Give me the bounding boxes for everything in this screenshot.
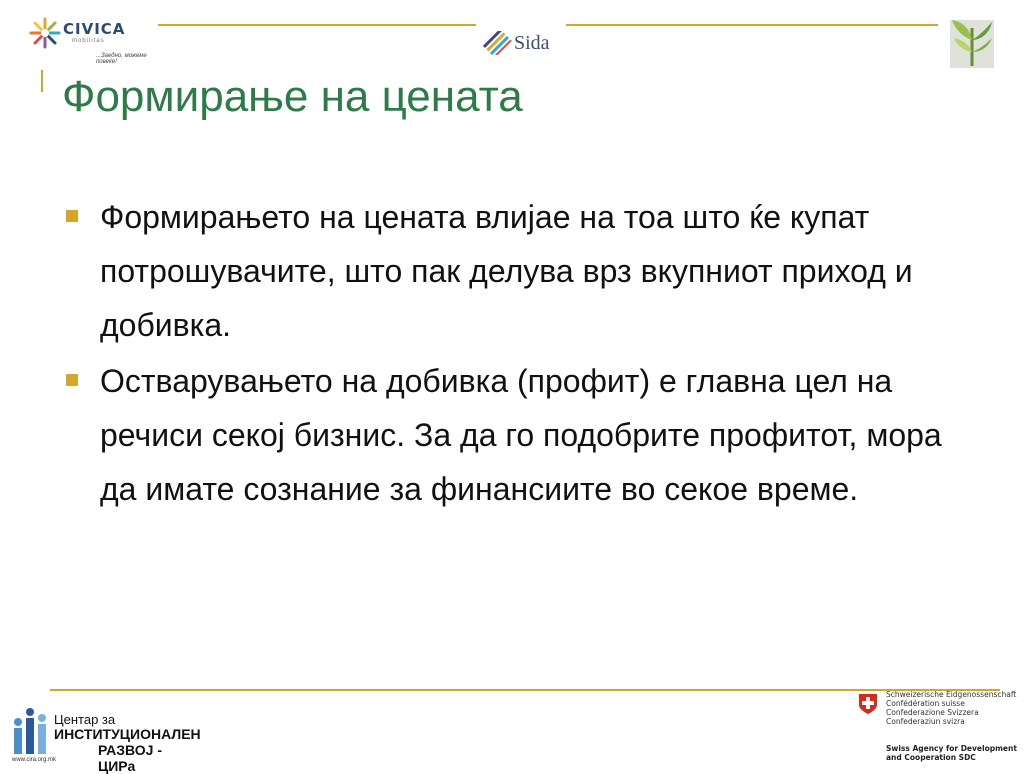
bullet-text: Формирањето на цената влијае на тоа што ќе купат потрошувачите, што пак делува врз вкупниот приход и добивка. bbox=[100, 199, 913, 343]
cira-logo bbox=[10, 702, 201, 774]
swiss-name-line: Confederaziun svizra bbox=[886, 717, 965, 726]
bullet-list bbox=[62, 190, 982, 518]
civica-sun-icon bbox=[28, 16, 62, 50]
civica-logo bbox=[28, 14, 158, 66]
header-rule-left bbox=[158, 24, 476, 26]
bullet-text: Остварувањето на добивка (профит) е главна цел на речиси секој бизнис. За да го подобрите профитот, мора да имате сознание за финансиите во секое време. bbox=[100, 363, 942, 507]
bullet-item bbox=[62, 354, 982, 516]
swiss-agency-line: Swiss Agency for Development bbox=[886, 744, 1017, 753]
swiss-name-line: Confederazione Svizzera bbox=[886, 708, 979, 717]
swiss-shield-icon bbox=[858, 693, 878, 715]
header-rule-right bbox=[566, 24, 938, 26]
title-accent-tick bbox=[41, 70, 43, 92]
slide-title: Формирање на цената bbox=[62, 72, 523, 121]
swiss-sdc-logo bbox=[856, 690, 1024, 768]
bullet-square-icon bbox=[66, 210, 78, 222]
people-icon bbox=[10, 702, 50, 756]
sida-logo bbox=[482, 30, 572, 56]
sida-mark-icon bbox=[482, 31, 512, 55]
sida-logo-text: Sida bbox=[514, 32, 550, 54]
cira-logo-line3: РАЗВОЈ - ЦИРа bbox=[98, 742, 162, 774]
leaf-icon bbox=[948, 18, 996, 70]
swiss-name-line: Schweizerische Eidgenossenschaft bbox=[886, 690, 1017, 699]
civica-logo-sub: mobilitas bbox=[72, 38, 105, 44]
swiss-confederation-names bbox=[886, 690, 1016, 726]
civica-logo-text: CIVICA bbox=[63, 20, 126, 38]
bullet-square-icon bbox=[66, 374, 78, 386]
swiss-agency-line: and Cooperation SDC bbox=[886, 753, 976, 762]
civica-logo-tagline: ...Заедно, можеме повеќе! bbox=[96, 53, 147, 65]
leaf-logo bbox=[948, 18, 996, 70]
cira-logo-line2: ИНСТИТУЦИОНАЛЕН bbox=[54, 726, 201, 742]
cira-logo-url: www.cira.org.mk bbox=[12, 757, 57, 763]
cira-logo-line1: Центар за bbox=[54, 712, 116, 727]
swiss-name-line: Confédération suisse bbox=[886, 699, 965, 708]
bullet-item bbox=[62, 190, 982, 352]
swiss-agency-name bbox=[886, 744, 1017, 762]
